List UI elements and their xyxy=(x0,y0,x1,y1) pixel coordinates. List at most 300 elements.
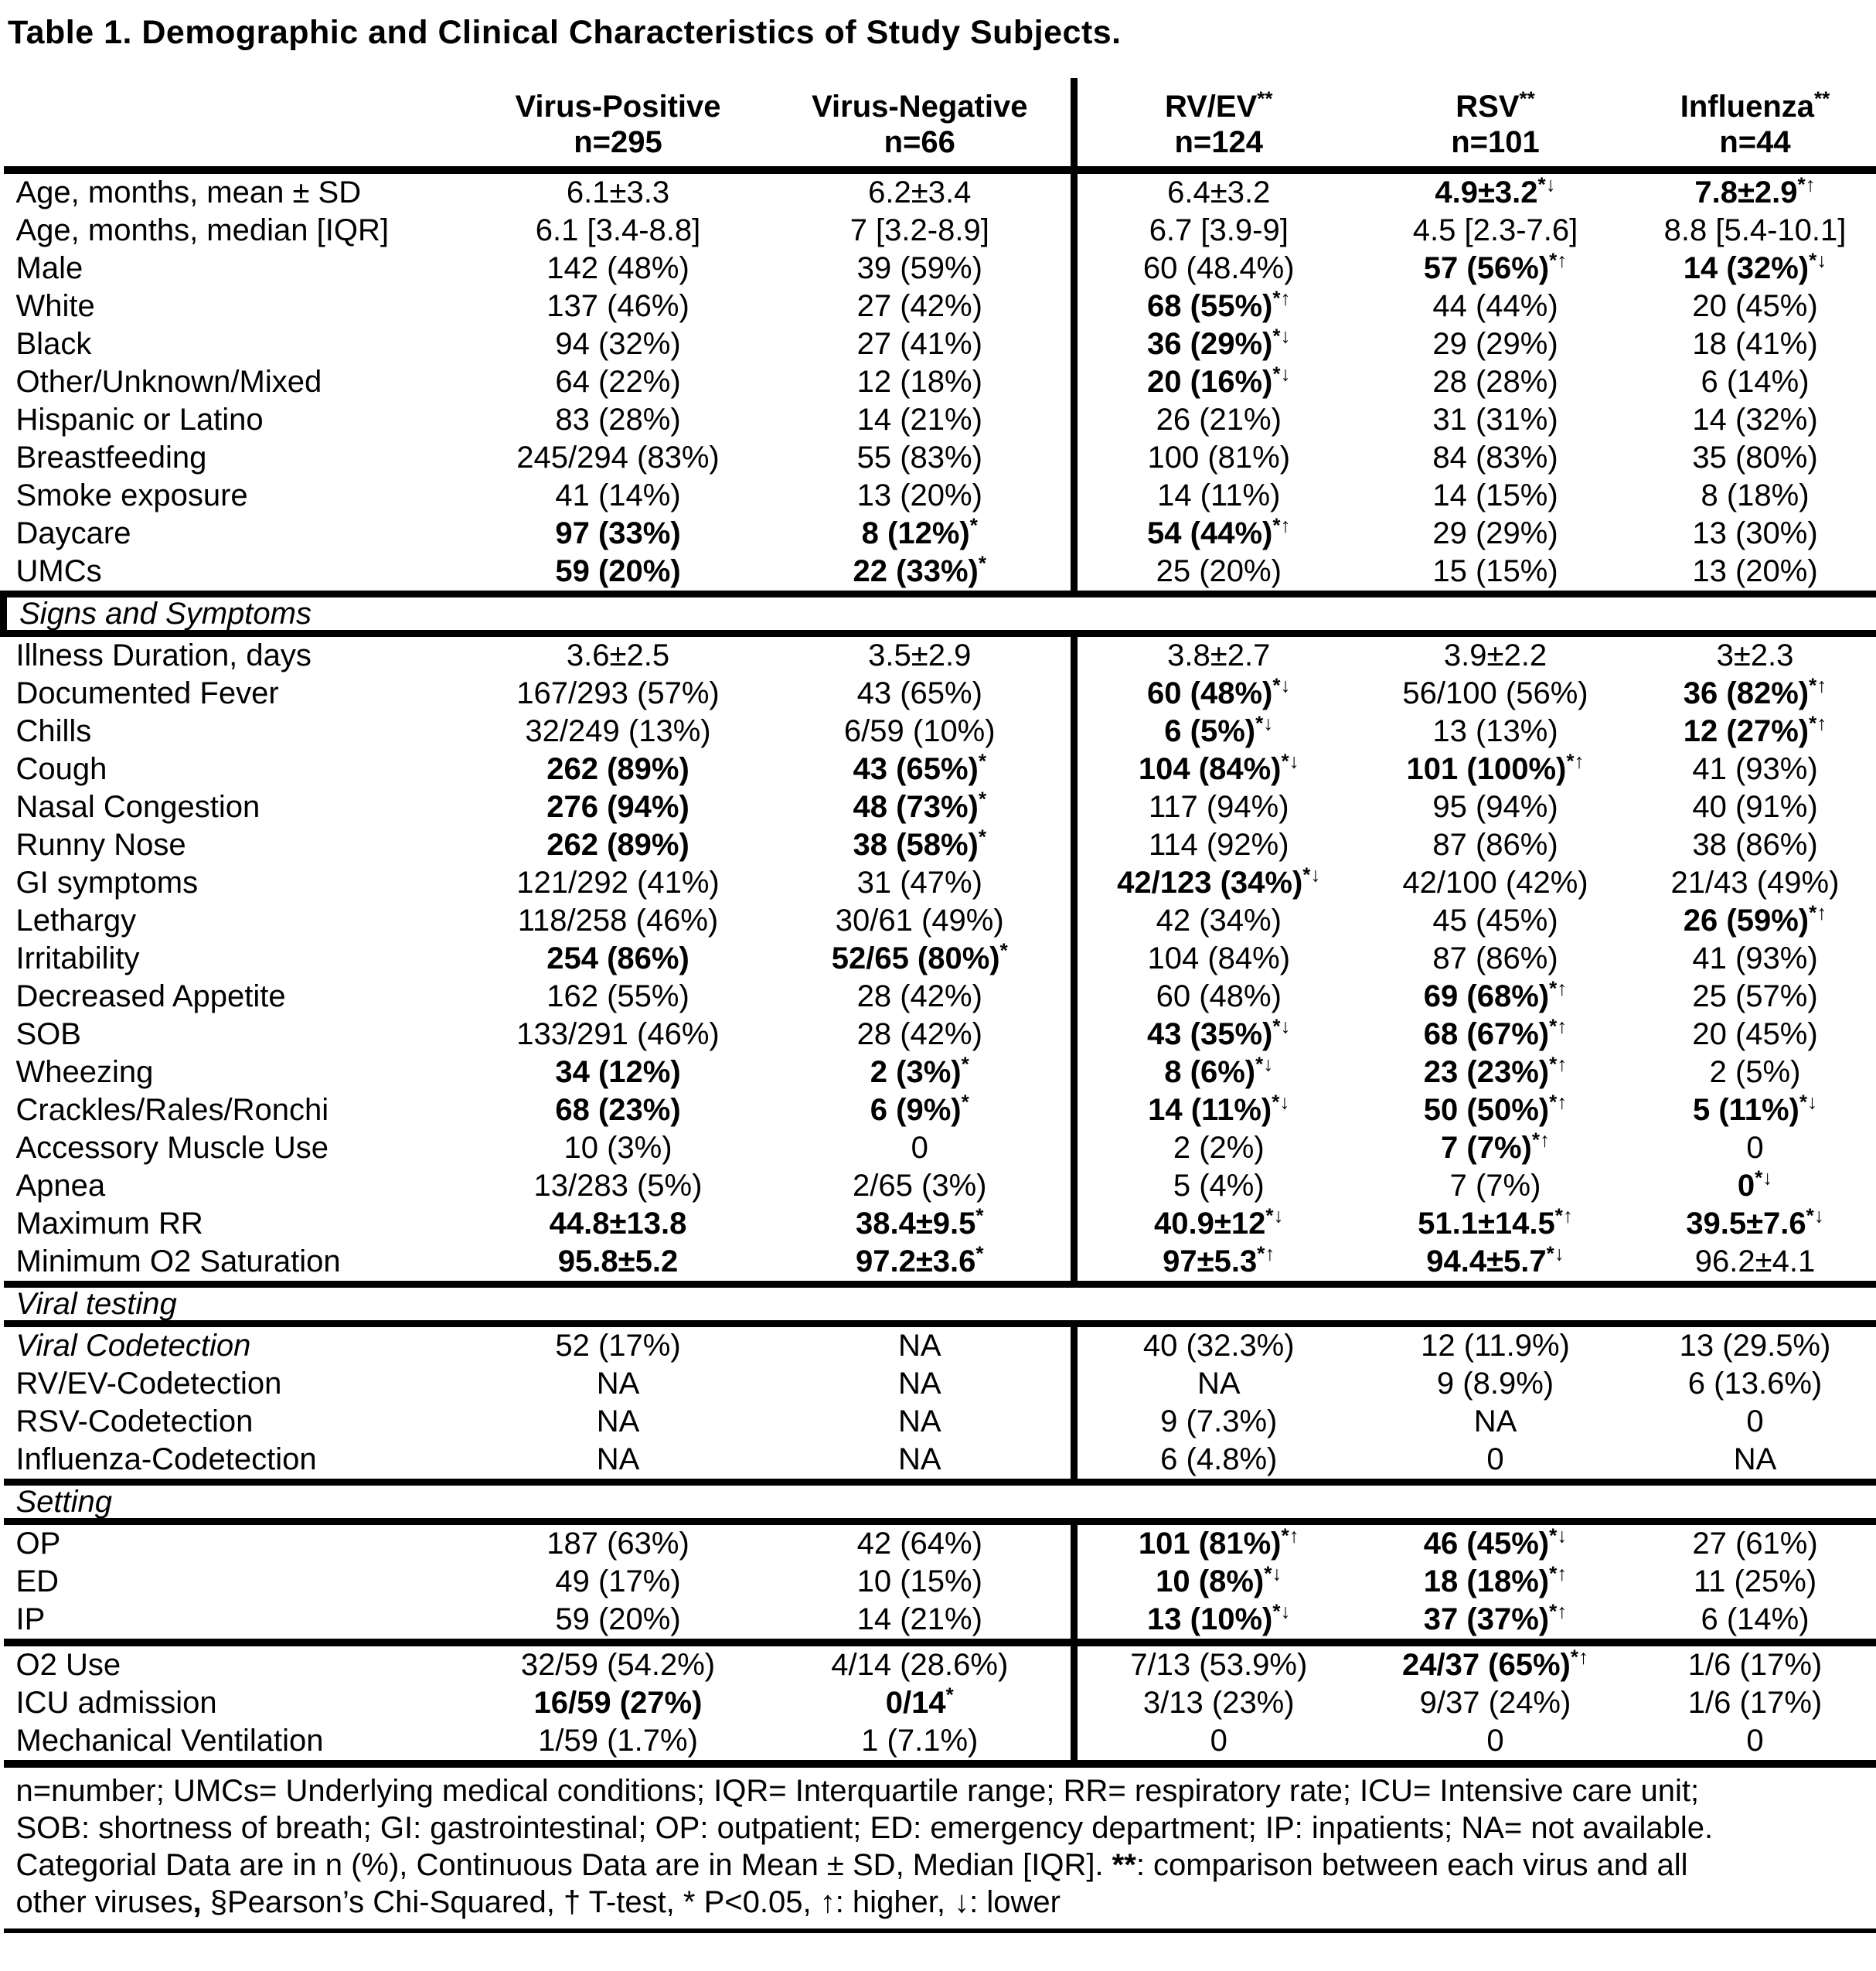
value-cell: 97 (33%) xyxy=(555,516,681,550)
value-cell: 9 (8.9%) xyxy=(1436,1367,1554,1401)
row-label: Illness Duration, days xyxy=(15,638,312,672)
value-cell: 16/59 (27%) xyxy=(533,1686,703,1720)
row-label: Accessory Muscle Use xyxy=(15,1131,329,1165)
row-label: Lethargy xyxy=(15,904,137,938)
row-label: Breastfeeding xyxy=(15,441,207,475)
value-cell: 40 (32.3%) xyxy=(1074,1324,1360,1366)
value-cell: 13 (20%) xyxy=(856,478,982,512)
significance-superscript: *↑ xyxy=(1554,1203,1573,1227)
value-cell: 20 (45%) xyxy=(1692,1017,1818,1051)
value-cell: 14 (21%) xyxy=(856,1602,982,1636)
table-row xyxy=(4,1684,1876,1722)
column-header xyxy=(1074,78,1360,170)
significance-superscript: *↑ xyxy=(1570,1645,1589,1669)
row-label: Documented Fever xyxy=(15,676,279,710)
header-empty-cell xyxy=(4,78,468,170)
value-cell: 0/14* xyxy=(885,1683,954,1720)
section-header-row xyxy=(4,1483,1876,1522)
value-cell: 1/6 (17%) xyxy=(1687,1648,1823,1682)
value-cell: 1/6 (17%) xyxy=(1687,1686,1823,1720)
value-cell: 6.1 [3.4-8.8] xyxy=(535,213,701,247)
significance-superscript: *↑ xyxy=(1566,749,1585,773)
footnote-line xyxy=(16,1847,1872,1884)
column-header xyxy=(769,78,1074,170)
column-header-n: n=66 xyxy=(884,125,955,159)
value-cell: 36 (29%)*↓ xyxy=(1074,325,1360,363)
value-cell: 4.9±3.2*↓ xyxy=(1435,172,1556,209)
value-cell: 137 (46%) xyxy=(546,289,689,323)
row-label: Apnea xyxy=(15,1169,106,1203)
table-row xyxy=(4,1563,1876,1601)
significance-superscript: *↑ xyxy=(1809,900,1827,924)
table-row xyxy=(4,1646,1876,1684)
value-cell: 94.4±5.7*↓ xyxy=(1426,1241,1564,1278)
table-row xyxy=(4,1243,1876,1285)
significance-superscript: *↓ xyxy=(1546,1241,1564,1265)
significance-superscript: *↑ xyxy=(1272,286,1291,310)
footnote-text: other viruses xyxy=(15,1885,193,1919)
value-cell: 101 (81%)*↑ xyxy=(1074,1522,1360,1564)
significance-superscript: *↑ xyxy=(1549,1052,1568,1076)
significance-superscript: * xyxy=(978,749,986,773)
value-cell: 56/100 (56%) xyxy=(1402,676,1588,710)
value-cell: NA xyxy=(596,1367,640,1401)
table-row xyxy=(4,170,1876,212)
value-cell: 60 (48%) xyxy=(1074,978,1360,1016)
significance-superscript: *↓ xyxy=(1272,1599,1291,1623)
value-cell: 3.6±2.5 xyxy=(566,638,670,672)
value-cell: 51.1±14.5*↑ xyxy=(1418,1203,1573,1241)
value-cell: 43 (35%)*↓ xyxy=(1074,1016,1360,1054)
significance-superscript: ** xyxy=(1519,87,1535,111)
value-cell: 50 (50%)*↑ xyxy=(1423,1090,1568,1127)
value-cell: 13 (30%) xyxy=(1692,516,1818,550)
value-cell: 3±2.3 xyxy=(1716,638,1794,672)
value-cell: 49 (17%) xyxy=(555,1564,681,1598)
section-header-row xyxy=(4,1285,1876,1324)
significance-superscript: *↓ xyxy=(1272,324,1291,348)
value-cell: 100 (81%) xyxy=(1074,439,1360,477)
value-cell: 38 (86%) xyxy=(1692,828,1818,862)
significance-superscript: *↑ xyxy=(1797,172,1816,196)
significance-superscript: * xyxy=(978,551,986,575)
value-cell: 27 (61%) xyxy=(1692,1527,1818,1561)
value-cell: 0 xyxy=(1746,1724,1764,1758)
footnote-text: ** xyxy=(1112,1848,1136,1882)
column-header-label: Virus-Positive xyxy=(515,90,721,124)
row-label: Daycare xyxy=(15,516,131,550)
value-cell: 59 (20%) xyxy=(555,1602,681,1636)
value-cell: 97.2±3.6* xyxy=(855,1241,984,1278)
value-cell: 276 (94%) xyxy=(546,790,689,824)
table-row xyxy=(4,1441,1876,1483)
table-row xyxy=(4,864,1876,902)
table-row xyxy=(4,940,1876,978)
value-cell: 39 (59%) xyxy=(856,251,982,285)
significance-superscript: *↓ xyxy=(1549,1523,1568,1547)
table-row xyxy=(4,553,1876,594)
value-cell: 26 (21%) xyxy=(1074,401,1360,439)
value-cell: NA xyxy=(596,1404,640,1438)
significance-superscript: *↑ xyxy=(1549,1014,1568,1038)
significance-superscript: *↑ xyxy=(1257,1241,1275,1265)
value-cell: 1 (7.1%) xyxy=(861,1724,979,1758)
value-cell: 41 (93%) xyxy=(1692,941,1818,975)
value-cell: 2 (5%) xyxy=(1709,1055,1801,1089)
table-row xyxy=(4,675,1876,713)
table-body xyxy=(4,170,1876,1931)
table-row xyxy=(4,1205,1876,1243)
table-row xyxy=(4,401,1876,439)
value-cell: 21/43 (49%) xyxy=(1670,866,1840,900)
significance-superscript: *↓ xyxy=(1272,673,1291,697)
value-cell: 18 (41%) xyxy=(1692,327,1818,361)
row-label: Age, months, median [IQR] xyxy=(15,213,389,247)
table-row xyxy=(4,826,1876,864)
value-cell: 37 (37%)*↑ xyxy=(1423,1599,1568,1636)
significance-superscript: *↑ xyxy=(1549,1561,1568,1585)
row-label: Hispanic or Latino xyxy=(15,403,264,437)
footnote-line xyxy=(16,1772,1872,1809)
value-cell: 42 (34%) xyxy=(1074,902,1360,940)
value-cell: 28 (28%) xyxy=(1432,365,1558,399)
value-cell: 6/59 (10%) xyxy=(843,714,996,748)
value-cell: 68 (67%)*↑ xyxy=(1423,1014,1568,1051)
value-cell: NA xyxy=(897,1442,941,1476)
value-cell: 104 (84%)*↓ xyxy=(1074,751,1360,788)
significance-superscript: *↓ xyxy=(1255,1052,1274,1076)
footnote xyxy=(4,1764,1876,1931)
value-cell: 40 (91%) xyxy=(1692,790,1818,824)
value-cell: 31 (31%) xyxy=(1432,403,1558,437)
column-header-n: n=101 xyxy=(1451,125,1540,159)
row-label: SOB xyxy=(15,1017,81,1051)
significance-superscript: *↓ xyxy=(1799,1090,1817,1114)
value-cell: 245/294 (83%) xyxy=(516,441,720,475)
table-row xyxy=(4,1403,1876,1441)
row-label: Black xyxy=(15,327,92,361)
significance-superscript: *↑ xyxy=(1809,711,1827,735)
value-cell: 6 (14%) xyxy=(1701,365,1810,399)
column-header-label: Influenza** xyxy=(1680,87,1830,124)
table-row xyxy=(4,1365,1876,1403)
value-cell: 162 (55%) xyxy=(546,979,689,1013)
row-label: O2 Use xyxy=(15,1648,121,1682)
table-row xyxy=(4,1129,1876,1167)
value-cell: 4.5 [2.3-7.6] xyxy=(1412,213,1578,247)
characteristics-table xyxy=(0,78,1876,1933)
value-cell: 0 xyxy=(1074,1722,1360,1764)
significance-superscript: * xyxy=(969,513,978,537)
significance-superscript: * xyxy=(978,825,986,849)
value-cell: 15 (15%) xyxy=(1432,554,1558,588)
value-cell: 12 (18%) xyxy=(856,365,982,399)
value-cell: NA xyxy=(596,1442,640,1476)
significance-superscript: *↑ xyxy=(1272,513,1291,537)
value-cell: 7 [3.2-8.9] xyxy=(849,213,989,247)
value-cell: 40.9±12*↓ xyxy=(1074,1205,1360,1243)
column-header-label: RSV** xyxy=(1456,87,1535,124)
significance-superscript: *↓ xyxy=(1755,1166,1773,1190)
column-header-label: RV/EV** xyxy=(1164,87,1273,124)
row-label: ED xyxy=(15,1564,60,1598)
section-header-row xyxy=(4,594,1876,634)
column-header-n: n=295 xyxy=(574,125,662,159)
row-label: Viral Codetection xyxy=(15,1329,251,1363)
significance-superscript: *↑ xyxy=(1549,1599,1568,1623)
value-cell: 94 (32%) xyxy=(555,327,681,361)
value-cell: 39.5±7.6*↓ xyxy=(1686,1203,1824,1241)
table-row xyxy=(4,439,1876,477)
table-row xyxy=(4,1522,1876,1564)
value-cell: 8 (18%) xyxy=(1701,478,1810,512)
value-cell: 5 (11%)*↓ xyxy=(1693,1090,1817,1127)
value-cell: 83 (28%) xyxy=(555,403,681,437)
column-header xyxy=(1360,78,1631,170)
table-row xyxy=(4,1722,1876,1764)
value-cell: 13 (20%) xyxy=(1692,554,1818,588)
row-label: Other/Unknown/Mixed xyxy=(15,365,322,399)
row-label: Cough xyxy=(15,752,107,786)
value-cell: NA xyxy=(897,1367,941,1401)
value-cell: 6.2±3.4 xyxy=(868,175,972,209)
row-label: Irritability xyxy=(15,941,140,975)
value-cell: 6 (5%)*↓ xyxy=(1074,713,1360,751)
value-cell: 3.5±2.9 xyxy=(868,638,972,672)
value-cell: 6 (13.6%) xyxy=(1687,1367,1823,1401)
table-row xyxy=(4,250,1876,288)
value-cell: 18 (18%)*↑ xyxy=(1423,1561,1568,1598)
value-cell: 3.9±2.2 xyxy=(1443,638,1547,672)
value-cell: 38.4±9.5* xyxy=(855,1203,984,1241)
table-row xyxy=(4,1091,1876,1129)
row-label: Age, months, mean ± SD xyxy=(15,175,362,209)
value-cell: 11 (25%) xyxy=(1693,1564,1817,1598)
value-cell: NA xyxy=(1733,1442,1777,1476)
significance-superscript: * xyxy=(961,1052,969,1076)
footnote-text: SOB: shortness of breath; GI: gastrointestinal; OP: outpatient; ED: emergency department; IP: inpatients; NA= not available. xyxy=(15,1811,1714,1845)
footnote-text: : comparison between each virus and all xyxy=(1135,1848,1688,1882)
table-row xyxy=(4,1054,1876,1091)
column-header-n: n=44 xyxy=(1719,125,1791,159)
value-cell: 0 xyxy=(1746,1404,1764,1438)
significance-superscript: *↑ xyxy=(1531,1128,1550,1152)
section-header: Viral testing xyxy=(4,1285,1876,1324)
section-header: Setting xyxy=(4,1483,1876,1522)
row-label: IP xyxy=(15,1602,46,1636)
value-cell: 24/37 (65%)*↑ xyxy=(1401,1645,1589,1682)
significance-superscript: *↑ xyxy=(1809,673,1827,697)
value-cell: 43 (65%) xyxy=(856,676,982,710)
footnote-text: , xyxy=(192,1885,202,1919)
value-cell: 42 (64%) xyxy=(856,1527,982,1561)
value-cell: 54 (44%)*↑ xyxy=(1074,515,1360,553)
value-cell: 187 (63%) xyxy=(546,1527,689,1561)
significance-superscript: *↑ xyxy=(1549,248,1568,272)
divider-rule xyxy=(4,1639,1876,1646)
value-cell: 13/283 (5%) xyxy=(533,1169,703,1203)
table-row xyxy=(4,902,1876,940)
significance-superscript: *↓ xyxy=(1272,362,1291,386)
value-cell: 3/13 (23%) xyxy=(1074,1684,1360,1722)
row-label: Nasal Congestion xyxy=(15,790,260,824)
value-cell: 96.2±4.1 xyxy=(1694,1244,1816,1278)
value-cell: 13 (13%) xyxy=(1432,714,1558,748)
value-cell: 28 (42%) xyxy=(856,979,982,1013)
row-label: Smoke exposure xyxy=(15,478,248,512)
value-cell: 1/59 (1.7%) xyxy=(538,1724,698,1758)
row-label: Decreased Appetite xyxy=(15,979,286,1013)
value-cell: 68 (23%) xyxy=(555,1093,681,1127)
value-cell: 32/59 (54.2%) xyxy=(520,1648,716,1682)
significance-superscript: *↓ xyxy=(1265,1203,1284,1227)
significance-superscript: * xyxy=(978,787,986,811)
value-cell: 9/37 (24%) xyxy=(1419,1686,1571,1720)
value-cell: 14 (15%) xyxy=(1432,478,1558,512)
row-label: Wheezing xyxy=(15,1055,154,1089)
footnote-line xyxy=(16,1884,1872,1921)
value-cell: 30/61 (49%) xyxy=(835,904,1004,938)
row-label: Runny Nose xyxy=(15,828,186,862)
value-cell: 55 (83%) xyxy=(856,441,982,475)
value-cell: 57 (56%)*↑ xyxy=(1423,248,1568,285)
table-row xyxy=(4,288,1876,325)
value-cell: 23 (23%)*↑ xyxy=(1423,1052,1568,1089)
value-cell: 20 (16%)*↓ xyxy=(1074,363,1360,401)
value-cell: 0 xyxy=(911,1131,928,1165)
value-cell: 12 (27%)*↑ xyxy=(1683,711,1827,748)
table-row xyxy=(4,1601,1876,1639)
significance-superscript: *↑ xyxy=(1281,1523,1299,1547)
row-label: Male xyxy=(15,251,83,285)
value-cell: 5 (4%) xyxy=(1074,1167,1360,1205)
value-cell: 44 (44%) xyxy=(1432,289,1558,323)
column-header xyxy=(1631,78,1876,170)
table-row xyxy=(4,1016,1876,1054)
significance-superscript: * xyxy=(961,1090,969,1114)
table-row xyxy=(4,363,1876,401)
table-row xyxy=(4,1324,1876,1366)
value-cell: 0 xyxy=(1746,1131,1764,1165)
significance-superscript: *↑ xyxy=(1549,976,1568,1000)
value-cell: 118/258 (46%) xyxy=(517,904,719,938)
value-cell: 121/292 (41%) xyxy=(516,866,720,900)
value-cell: 262 (89%) xyxy=(546,828,689,862)
value-cell: 14 (21%) xyxy=(856,403,982,437)
value-cell: 20 (45%) xyxy=(1692,289,1818,323)
value-cell: 87 (86%) xyxy=(1432,828,1558,862)
value-cell: 114 (92%) xyxy=(1074,826,1360,864)
significance-superscript: *↓ xyxy=(1281,749,1299,773)
value-cell: 2/65 (3%) xyxy=(853,1169,987,1203)
value-cell: 25 (57%) xyxy=(1692,979,1818,1013)
row-label: Crackles/Rales/Ronchi xyxy=(15,1093,329,1127)
value-cell: 117 (94%) xyxy=(1074,788,1360,826)
value-cell: 6 (4.8%) xyxy=(1074,1441,1360,1483)
value-cell: 14 (11%)*↓ xyxy=(1074,1091,1360,1129)
value-cell: 8 (6%)*↓ xyxy=(1074,1054,1360,1091)
row-label: GI symptoms xyxy=(15,866,199,900)
value-cell: 0*↓ xyxy=(1737,1166,1773,1203)
value-cell: 59 (20%) xyxy=(555,554,681,588)
significance-superscript: *↓ xyxy=(1272,1014,1291,1038)
value-cell: 8 (12%)* xyxy=(861,513,978,550)
value-cell: 48 (73%)* xyxy=(853,787,986,824)
value-cell: 87 (86%) xyxy=(1432,941,1558,975)
table-row xyxy=(4,515,1876,553)
row-label: RV/EV-Codetection xyxy=(15,1367,282,1401)
value-cell: 46 (45%)*↓ xyxy=(1423,1523,1568,1561)
value-cell: 60 (48.4%) xyxy=(1074,250,1360,288)
value-cell: 32/249 (13%) xyxy=(525,714,711,748)
table-row xyxy=(4,978,1876,1016)
value-cell: 45 (45%) xyxy=(1432,904,1558,938)
value-cell: 95.8±5.2 xyxy=(557,1244,679,1278)
value-cell: 6.7 [3.9-9] xyxy=(1074,212,1360,250)
value-cell: 7 (7%)*↑ xyxy=(1441,1128,1550,1165)
value-cell: 254 (86%) xyxy=(546,941,689,975)
value-cell: 2 (3%)* xyxy=(870,1052,969,1089)
significance-superscript: *↓ xyxy=(1264,1561,1282,1585)
footnote-text: n=number; UMCs= Underlying medical conditions; IQR= Interquartile range; RR= respiratory rate; ICU= Intensive care unit; xyxy=(15,1774,1700,1808)
value-cell: 95 (94%) xyxy=(1432,790,1558,824)
value-cell: 14 (32%) xyxy=(1692,403,1818,437)
table-title: Table 1. Demographic and Clinical Characteristics of Study Subjects. xyxy=(8,14,1122,51)
value-cell: 41 (14%) xyxy=(555,478,681,512)
table-row xyxy=(4,212,1876,250)
value-cell: 8.8 [5.4-10.1] xyxy=(1663,213,1847,247)
value-cell: 36 (82%)*↑ xyxy=(1683,673,1827,710)
value-cell: 44.8±13.8 xyxy=(549,1207,687,1241)
row-label: Influenza-Codetection xyxy=(15,1442,317,1476)
value-cell: 52 (17%) xyxy=(555,1329,681,1363)
row-label: RSV-Codetection xyxy=(15,1404,254,1438)
value-cell: 133/291 (46%) xyxy=(516,1017,720,1051)
row-label: ICU admission xyxy=(15,1686,217,1720)
value-cell: 34 (12%) xyxy=(555,1055,681,1089)
significance-superscript: *↓ xyxy=(1302,863,1321,887)
footnote-row xyxy=(4,1764,1876,1931)
value-cell: 64 (22%) xyxy=(555,365,681,399)
value-cell: 6.1±3.3 xyxy=(566,175,670,209)
value-cell: NA xyxy=(1473,1404,1517,1438)
row-label: OP xyxy=(15,1527,61,1561)
row-label: White xyxy=(15,289,95,323)
significance-superscript: *↓ xyxy=(1537,172,1556,196)
table-row xyxy=(4,1167,1876,1205)
value-cell: 7/13 (53.9%) xyxy=(1074,1646,1360,1684)
value-cell: NA xyxy=(897,1404,941,1438)
value-cell: 7 (7%) xyxy=(1449,1169,1541,1203)
significance-superscript: *↑ xyxy=(1549,1090,1568,1114)
column-header xyxy=(468,78,769,170)
column-header-n: n=124 xyxy=(1174,125,1264,159)
value-cell: 14 (11%) xyxy=(1074,477,1360,515)
table-row xyxy=(4,788,1876,826)
significance-superscript: *↓ xyxy=(1809,248,1827,272)
footnote-line xyxy=(16,1809,1872,1847)
value-cell: 4/14 (28.6%) xyxy=(831,1648,1009,1682)
table-row xyxy=(4,634,1876,676)
table-row xyxy=(4,325,1876,363)
value-cell: 52/65 (80%)* xyxy=(831,938,1008,975)
value-cell: 38 (58%)* xyxy=(853,825,986,862)
value-cell: 31 (47%) xyxy=(856,866,982,900)
value-cell: 27 (42%) xyxy=(856,289,982,323)
significance-superscript: *↓ xyxy=(1255,711,1274,735)
value-cell: 101 (100%)*↑ xyxy=(1406,749,1585,786)
value-cell: 68 (55%)*↑ xyxy=(1074,288,1360,325)
